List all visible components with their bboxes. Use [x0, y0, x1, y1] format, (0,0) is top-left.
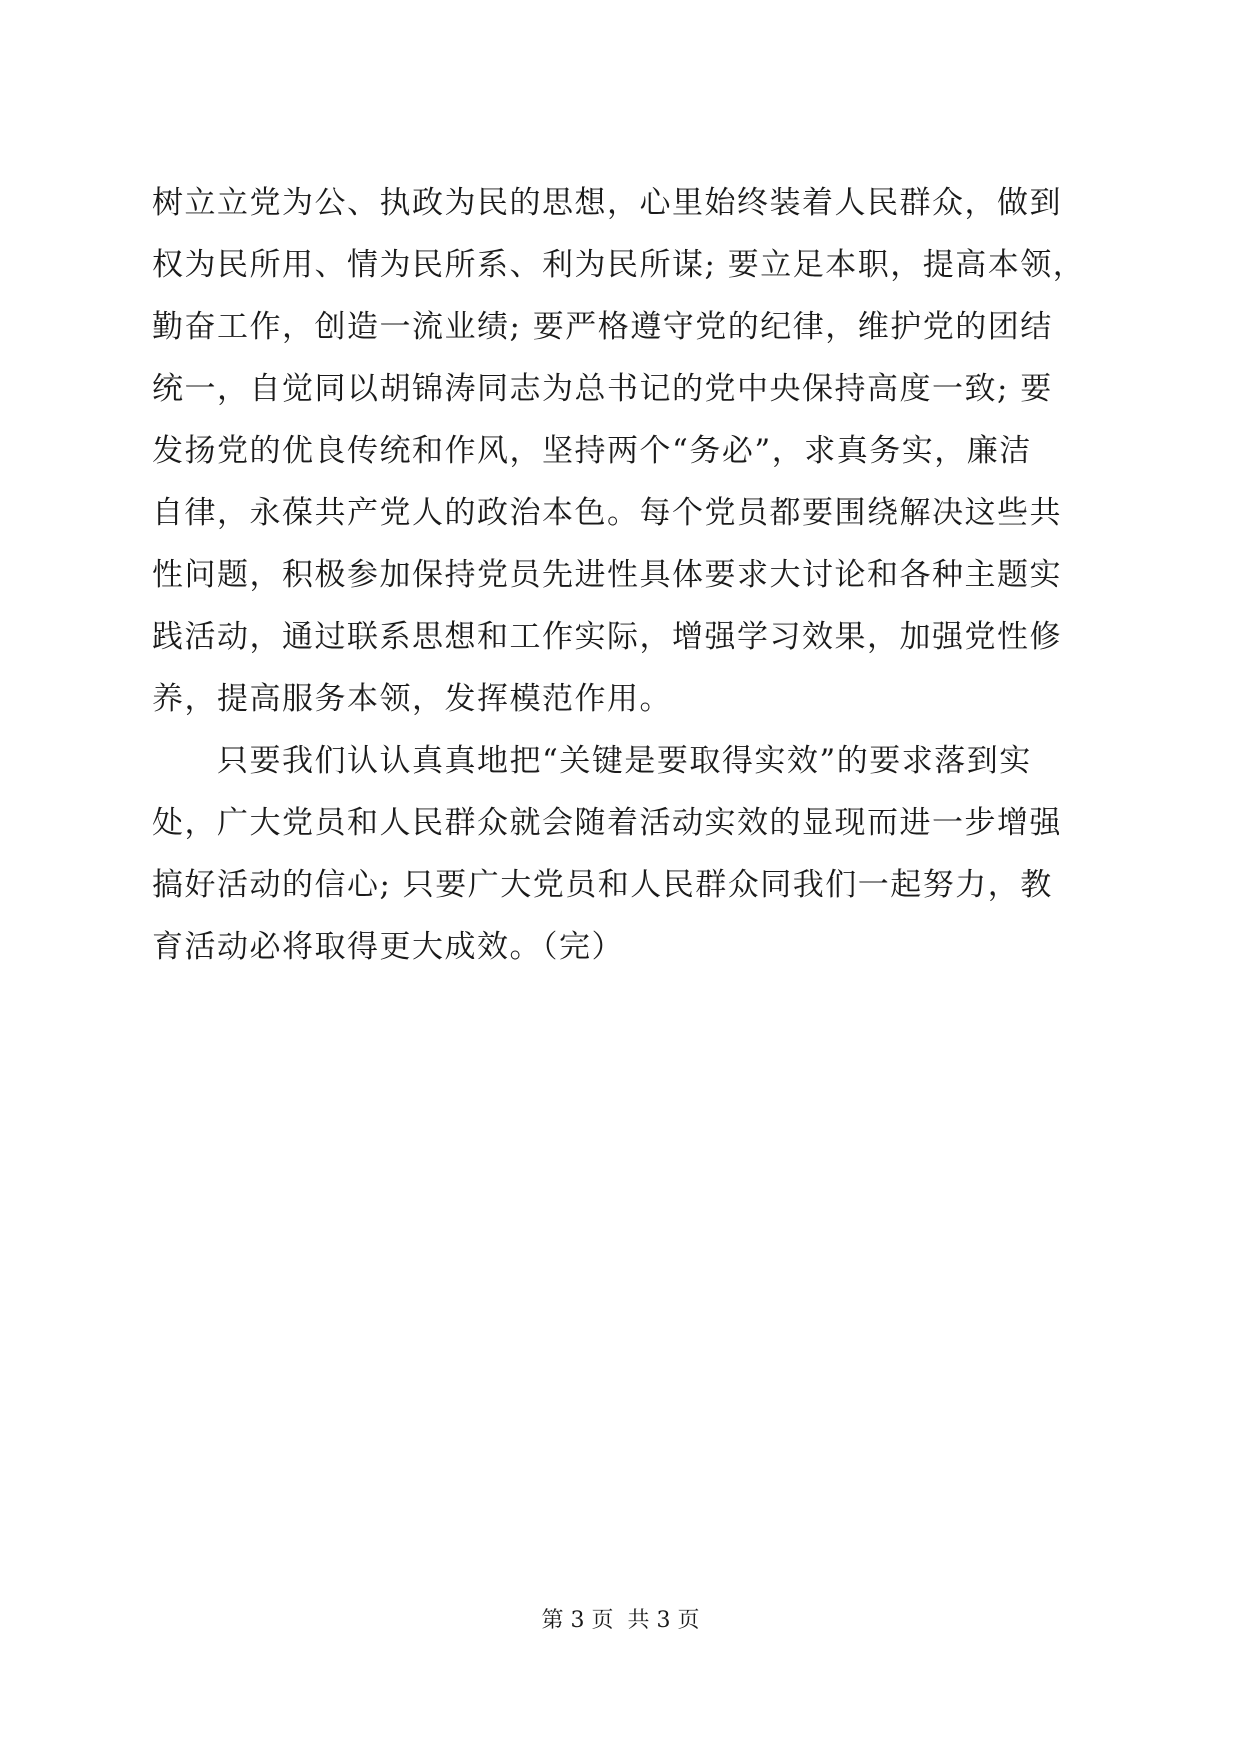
text-line: 育活动必将取得更大成效。（完）	[152, 929, 624, 965]
text-line: 发扬党的优良传统和作风，坚持两个“务必”，求真务实，廉洁	[152, 433, 1032, 469]
page-number: 第 3 页 共 3 页	[541, 1608, 700, 1633]
text-line: 自律，永葆共产党人的政治本色。每个党员都要围绕解决这些共	[152, 495, 1062, 531]
text-line: 处，广大党员和人民群众就会随着活动实效的显现而进一步增强	[152, 805, 1062, 841]
text-line: 统一，自觉同以胡锦涛同志为总书记的党中央保持高度一致; 要	[152, 371, 1053, 407]
text-line: 践活动，通过联系思想和工作实际，增强学习效果，加强党性修	[152, 619, 1062, 655]
text-line: 勤奋工作，创造一流业绩; 要严格遵守党的纪律，维护党的团结	[152, 309, 1053, 345]
text-line: 性问题，积极参加保持党员先进性具体要求大讨论和各种主题实	[152, 557, 1062, 593]
text-line: 权为民所用、情为民所系、利为民所谋; 要立足本职，提高本领，	[152, 247, 1086, 283]
text-line: 树立立党为公、执政为民的思想，心里始终装着人民群众，做到	[152, 185, 1062, 221]
body-text	[152, 172, 1112, 978]
text-line: 养，提高服务本领，发挥模范作用。	[152, 681, 672, 717]
page-footer	[0, 1606, 1241, 1636]
text-line: 搞好活动的信心; 只要广大党员和人民群众同我们一起努力，教	[152, 867, 1053, 903]
text-line: 只要我们认认真真地把“关键是要取得实效”的要求落到实	[152, 743, 1032, 779]
